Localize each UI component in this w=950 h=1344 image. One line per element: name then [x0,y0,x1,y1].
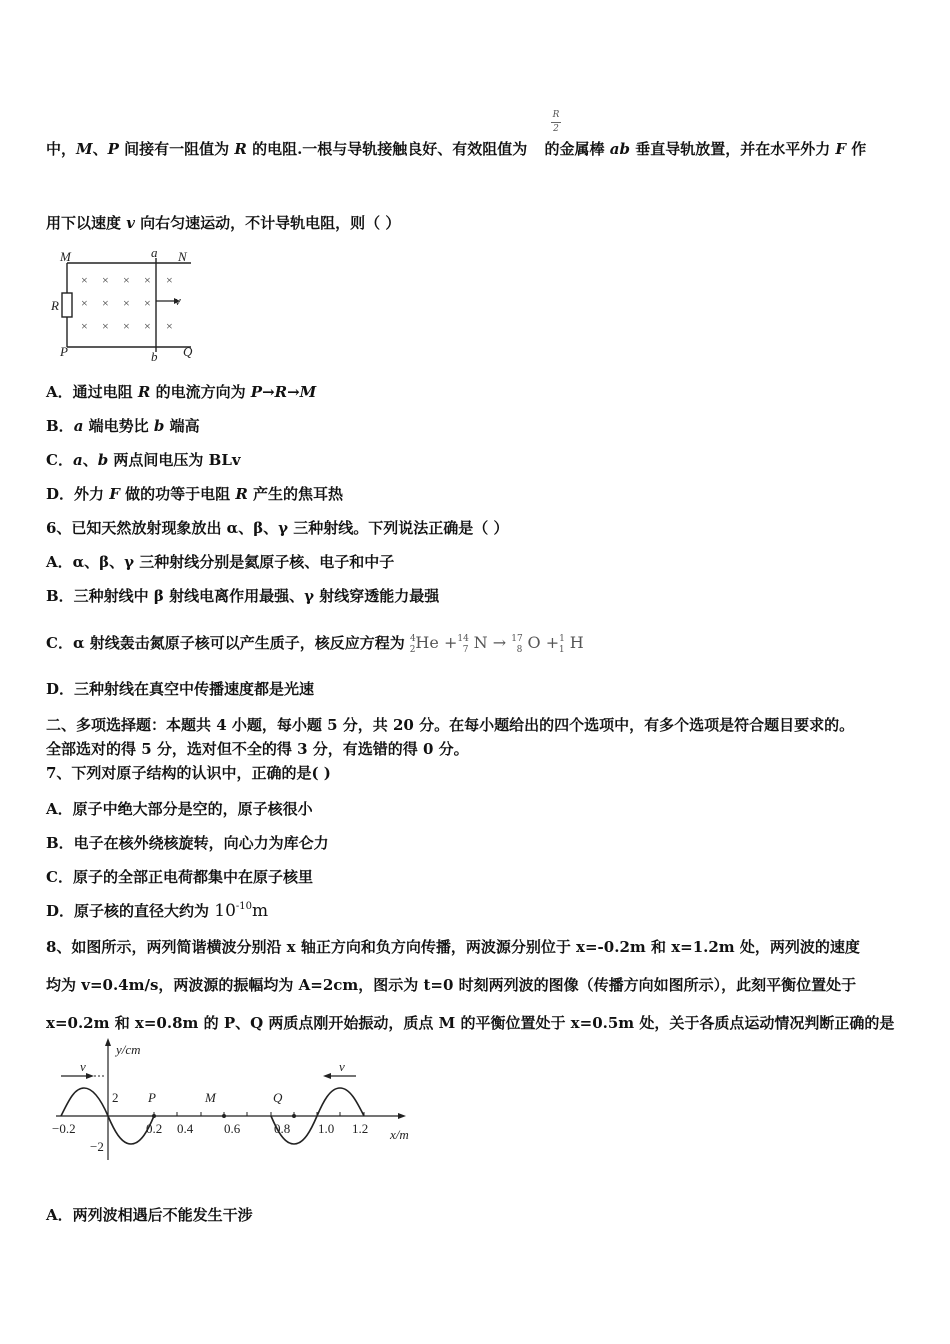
q5-option-c[interactable] [46,449,241,471]
value-unit: m [252,901,269,921]
point-M [222,1114,226,1118]
cross-mark: × [123,273,130,287]
label-Q: Q [183,344,193,359]
x-axis-label: x/m [390,1127,409,1142]
diameter-value [214,901,268,921]
n-mass: 14 [457,634,469,644]
text: 端电势比 [83,417,154,435]
q7-option-a[interactable]: A．原子中绝大部分是空的，原子核很小 [46,800,313,818]
text: 外力 [74,485,110,503]
fraction-numerator: R [552,110,560,120]
text: 用下以速度 [46,214,127,232]
label-M: M [205,1090,216,1105]
he-z: 2 [409,645,416,655]
x-tick: 0.4 [177,1121,194,1136]
x-tick: 0.8 [274,1121,291,1136]
label-R: R [51,298,59,313]
cross-mark: × [81,319,88,333]
x-axis-arrowhead [398,1113,406,1119]
var: R [137,383,151,401]
q7-stem: 7、下列对原子结构的认识中，正确的是( ) [46,764,331,782]
cross-mark: × [144,273,151,287]
x-tick: 0.6 [224,1121,241,1136]
label-M: M [60,249,71,264]
left-arrowhead [86,1073,94,1079]
q8-line-1: 8、如图所示，两列简谐横波分别沿 x 轴正方向和负方向传播，两波源分别位于 x=-0.2m 和 x=1.2m 处，两列波的速度 [46,938,860,956]
var-P: P [107,140,119,158]
text: 间接有一阻值为 [118,140,235,158]
o-z: 8 [516,645,523,655]
label-N: N [178,249,187,264]
plus: + [545,633,560,652]
cross-mark: × [102,296,109,310]
q5-option-b[interactable] [46,415,200,437]
value-base: 10 [214,901,236,921]
y-axis-arrowhead [105,1038,111,1046]
n-symbol: N [473,633,488,652]
option-letter: B． [46,417,74,435]
text: 端高 [164,417,200,435]
he-mass: 4 [409,634,416,644]
h-z: 1 [558,645,565,655]
magnetic-field-crosses [81,273,173,333]
section2-line-1: 二、多项选择题：本题共 4 小题，每小题 5 分，共 20 分。在每小题给出的四个选项中，有多个选项是符合题目要求的。 [46,716,855,734]
var-v: v [126,214,135,232]
q6-option-b[interactable]: B．三种射线中 β 射线电离作用最强、γ 射线穿透能力最强 [46,587,440,605]
h-mass: 1 [559,634,565,644]
var: b [97,451,109,469]
q8-option-a[interactable]: A．两列波相遇后不能发生干涉 [46,1206,253,1224]
q6-option-a[interactable]: A．α、β、γ 三种射线分别是氦原子核、电子和中子 [46,553,395,571]
text: 的电阻.一根与导轨接触良好、有效阻值为 [246,140,528,158]
text: 做的功等于电阻 [119,485,236,503]
var: a [72,451,83,469]
label-v-right: v [339,1059,345,1074]
point-Q [292,1114,296,1118]
y-tick-neg2: −2 [90,1139,104,1154]
var-ab: ab [609,140,630,158]
text: 向右匀速运动，不计导轨电阻，则（ ） [134,214,401,232]
label-b: b [151,349,158,364]
label-v: v [175,293,181,308]
var: P→R→M [250,383,317,401]
text: 、 [92,140,108,158]
wave-figure [46,1036,426,1166]
text: 的金属棒 [539,140,610,158]
q5-option-a[interactable] [46,381,316,403]
cross-mark: × [81,273,88,287]
nuclear-equation [409,633,584,655]
text: 、 [82,451,98,469]
var: F [109,485,120,503]
n-z: 7 [462,645,469,655]
option-letter: C． [46,451,73,469]
q7-option-d[interactable] [46,900,268,925]
text: 中， [46,140,77,158]
q6-option-d[interactable]: D．三种射线在真空中传播速度都是光速 [46,680,315,698]
x-tick: 1.2 [352,1121,369,1136]
section2-line-2: 全部选对的得 5 分，选对但不全的得 3 分，有选错的得 0 分。 [46,740,469,758]
cross-mark: × [166,273,173,287]
cross-mark: × [144,296,151,310]
text: 的电流方向为 [150,383,251,401]
x-tick: −0.2 [52,1121,76,1136]
arrow: → [492,633,507,652]
q7-option-c[interactable]: C．原子的全部正电荷都集中在原子核里 [46,868,313,886]
q5-option-d[interactable] [46,483,343,505]
y-tick-2: 2 [112,1090,119,1105]
q7-option-b[interactable]: B．电子在核外绕核旋转，向心力为库仑力 [46,834,329,852]
label-v-left: v [80,1059,86,1074]
point-P [152,1114,156,1118]
value-exponent: -10 [235,901,252,912]
label-P: P [148,1090,156,1105]
x-tick: 0.2 [146,1121,163,1136]
x-tick: 1.0 [318,1121,335,1136]
var: b [153,417,165,435]
option-text: D．原子核的直径大约为 [46,902,210,920]
o-mass: 17 [511,634,523,644]
cross-mark: × [144,319,151,333]
cross-mark: × [102,319,109,333]
option-text: C．α 射线轰击氮原子核可以产生质子，核反应方程为 [46,634,405,652]
q8-line-2: 均为 v=0.4m/s，两波源的振幅均为 A=2cm，图示为 t=0 时刻两列波的图像（传播方向如图所示），此刻平衡位置处于 [46,976,857,994]
fraction-r-over-2 [551,110,561,135]
plus: + [443,633,458,652]
q8-line-3: x=0.2m 和 x=0.8m 的 P、Q 两质点刚开始振动，质点 M 的平衡位置处于 x=0.5m 处，关于各质点运动情况判断正确的是 [46,1014,895,1032]
y-axis-label: y/cm [116,1042,141,1057]
cross-mark: × [166,319,173,333]
text: 通过电阻 [72,383,138,401]
he-symbol: He [415,633,439,652]
label-Q: Q [273,1090,283,1105]
cross-mark: × [81,296,88,310]
q6-option-c[interactable] [46,632,584,657]
q5-line-2 [46,212,400,234]
cross-mark: × [123,296,130,310]
text: 作 [846,140,867,158]
text: 产生的焦耳热 [247,485,344,503]
var-M: M [76,140,93,158]
rail-circuit-figure [46,248,206,364]
label-P: P [60,344,68,359]
cross-mark: × [102,273,109,287]
var: a [73,417,84,435]
var-R: R [234,140,247,158]
var: R [235,485,248,503]
fraction-denominator: 2 [553,124,559,134]
q5-line-1 [46,138,866,160]
option-letter: A． [46,383,73,401]
h-symbol: H [569,633,584,652]
text: 两点间电压为 BLv [108,451,241,469]
cross-mark: × [123,319,130,333]
text: 垂直导轨放置，并在水平外力 [629,140,836,158]
var-F: F [835,140,847,158]
right-arrowhead [323,1073,331,1079]
option-letter: D． [46,485,75,503]
o-symbol: O [527,633,541,652]
label-a: a [151,248,158,260]
q6-stem: 6、已知天然放射现象放出 α、β、γ 三种射线。下列说法正确是（ ） [46,519,509,537]
